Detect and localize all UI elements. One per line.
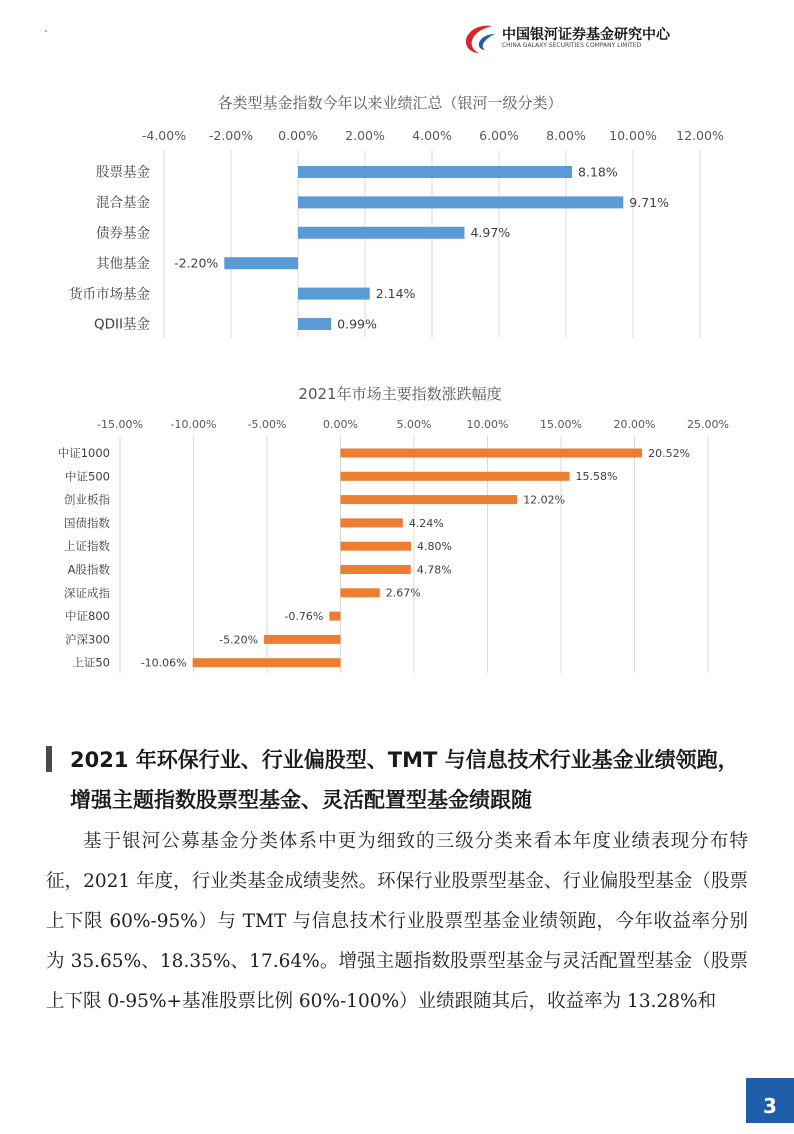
section-heading: [46, 740, 746, 820]
data-label: -10.06%: [140, 656, 187, 670]
page-number: 3: [746, 1078, 794, 1123]
bar: [193, 658, 341, 667]
x-tick-label: 6.00%: [479, 128, 519, 143]
x-tick-label: -4.00%: [141, 128, 187, 143]
x-tick-label: 2.00%: [345, 128, 385, 143]
chart-title: 2021年市场主要指数涨跌幅度: [298, 385, 502, 403]
x-tick-label: 25.00%: [687, 418, 729, 431]
x-tick-label: 8.00%: [546, 128, 586, 143]
data-label: 4.97%: [470, 225, 511, 241]
x-tick-label: 4.00%: [412, 128, 452, 143]
x-tick-label: 20.00%: [613, 418, 656, 431]
category-label: 混合基金: [96, 195, 150, 212]
category-label: 中证1000: [57, 446, 110, 461]
fund-index-performance-chart: [0, 88, 794, 338]
category-label: QDII基金: [94, 316, 150, 333]
data-label: 12.02%: [523, 493, 566, 507]
company-logo: [462, 22, 712, 56]
x-tick-label: -15.00%: [97, 418, 143, 431]
bar: [341, 518, 403, 527]
x-tick-label: -5.00%: [247, 418, 287, 431]
logo-chinese-name: 中国银河证券基金研究中心: [502, 27, 670, 43]
bar: [341, 449, 643, 458]
x-tick-label: 10.00%: [466, 418, 509, 431]
category-label: 其他基金: [96, 255, 150, 272]
section-heading-text: 2021 年环保行业、行业偏股型、TMT 与信息技术行业基金业绩领跑，增强主题指数股票型基金、灵活配置型基金绩跟随: [70, 748, 739, 812]
bar: [298, 227, 464, 239]
bar: [341, 565, 411, 574]
bar: [329, 612, 340, 621]
data-label: 9.71%: [629, 194, 670, 210]
bar: [341, 495, 518, 504]
x-tick-label: 12.00%: [676, 128, 724, 143]
category-label: 股票基金: [96, 164, 150, 181]
bar: [341, 542, 412, 551]
data-label: -2.20%: [174, 255, 219, 271]
chart-title: 各类型基金指数今年以来业绩汇总（银河一级分类）: [217, 94, 563, 112]
category-label: 国债指数: [64, 515, 110, 530]
category-label: 中证500: [65, 469, 110, 484]
data-label: -5.20%: [219, 633, 259, 647]
category-label: 创业板指: [64, 492, 110, 507]
data-label: 20.52%: [648, 446, 691, 460]
data-label: 4.80%: [417, 540, 453, 554]
category-label: A股指数: [67, 562, 110, 577]
bar: [224, 257, 298, 269]
data-label: 4.24%: [408, 516, 444, 530]
body-paragraph: 基于银河公募基金分类体系中更为细致的三级分类来看本年度业绩表现分布特征，2021 年度，行业类基金成绩斐然。环保行业股票型基金、行业偏股型基金（股票上下限 60%-95%）与 TMT 与信息技术行业股票型基金业绩领跑，今年收益率分别为 35.65%、18.35%、17.64%。增强主题指数股票型基金与灵活配置型基金（股票上下限 0-95%+基准股票比例 60%-100%）业绩跟随其后，收益率为 13.28%和: [46, 831, 748, 1012]
bar: [341, 588, 380, 597]
data-label: 2.67%: [385, 586, 421, 600]
market-index-change-chart: [0, 378, 794, 678]
bar: [298, 196, 623, 208]
data-label: 15.58%: [575, 470, 618, 484]
x-tick-label: -10.00%: [170, 418, 217, 431]
category-label: 沪深300: [65, 632, 110, 647]
header-mark: `: [44, 30, 49, 41]
data-label: -0.76%: [284, 609, 324, 623]
bar: [298, 166, 572, 178]
x-tick-label: 0.00%: [278, 128, 318, 143]
heading-marker: [46, 746, 52, 772]
bar: [264, 635, 340, 644]
bar: [341, 472, 570, 481]
category-label: 债券基金: [96, 225, 150, 242]
logo-english-name: CHINA GALAXY SECURITIES COMPANY LIMITED: [502, 41, 642, 49]
category-label: 上证50: [72, 655, 110, 670]
galaxy-logo-icon: [462, 22, 498, 56]
bar: [298, 318, 331, 330]
data-label: 8.18%: [578, 164, 618, 180]
data-label: 0.99%: [337, 316, 377, 332]
bar: [298, 288, 370, 300]
category-label: 中证800: [65, 609, 110, 624]
category-label: 深证成指: [64, 585, 110, 600]
x-tick-label: -2.00%: [208, 128, 254, 143]
data-label: 2.14%: [375, 285, 416, 301]
category-label: 货币市场基金: [69, 286, 150, 303]
x-tick-label: 15.00%: [540, 418, 582, 431]
x-tick-label: 10.00%: [609, 128, 657, 143]
category-label: 上证指数: [64, 539, 110, 554]
data-label: 4.78%: [416, 563, 452, 577]
x-tick-label: 5.00%: [396, 418, 432, 431]
x-tick-label: 0.00%: [323, 418, 358, 431]
